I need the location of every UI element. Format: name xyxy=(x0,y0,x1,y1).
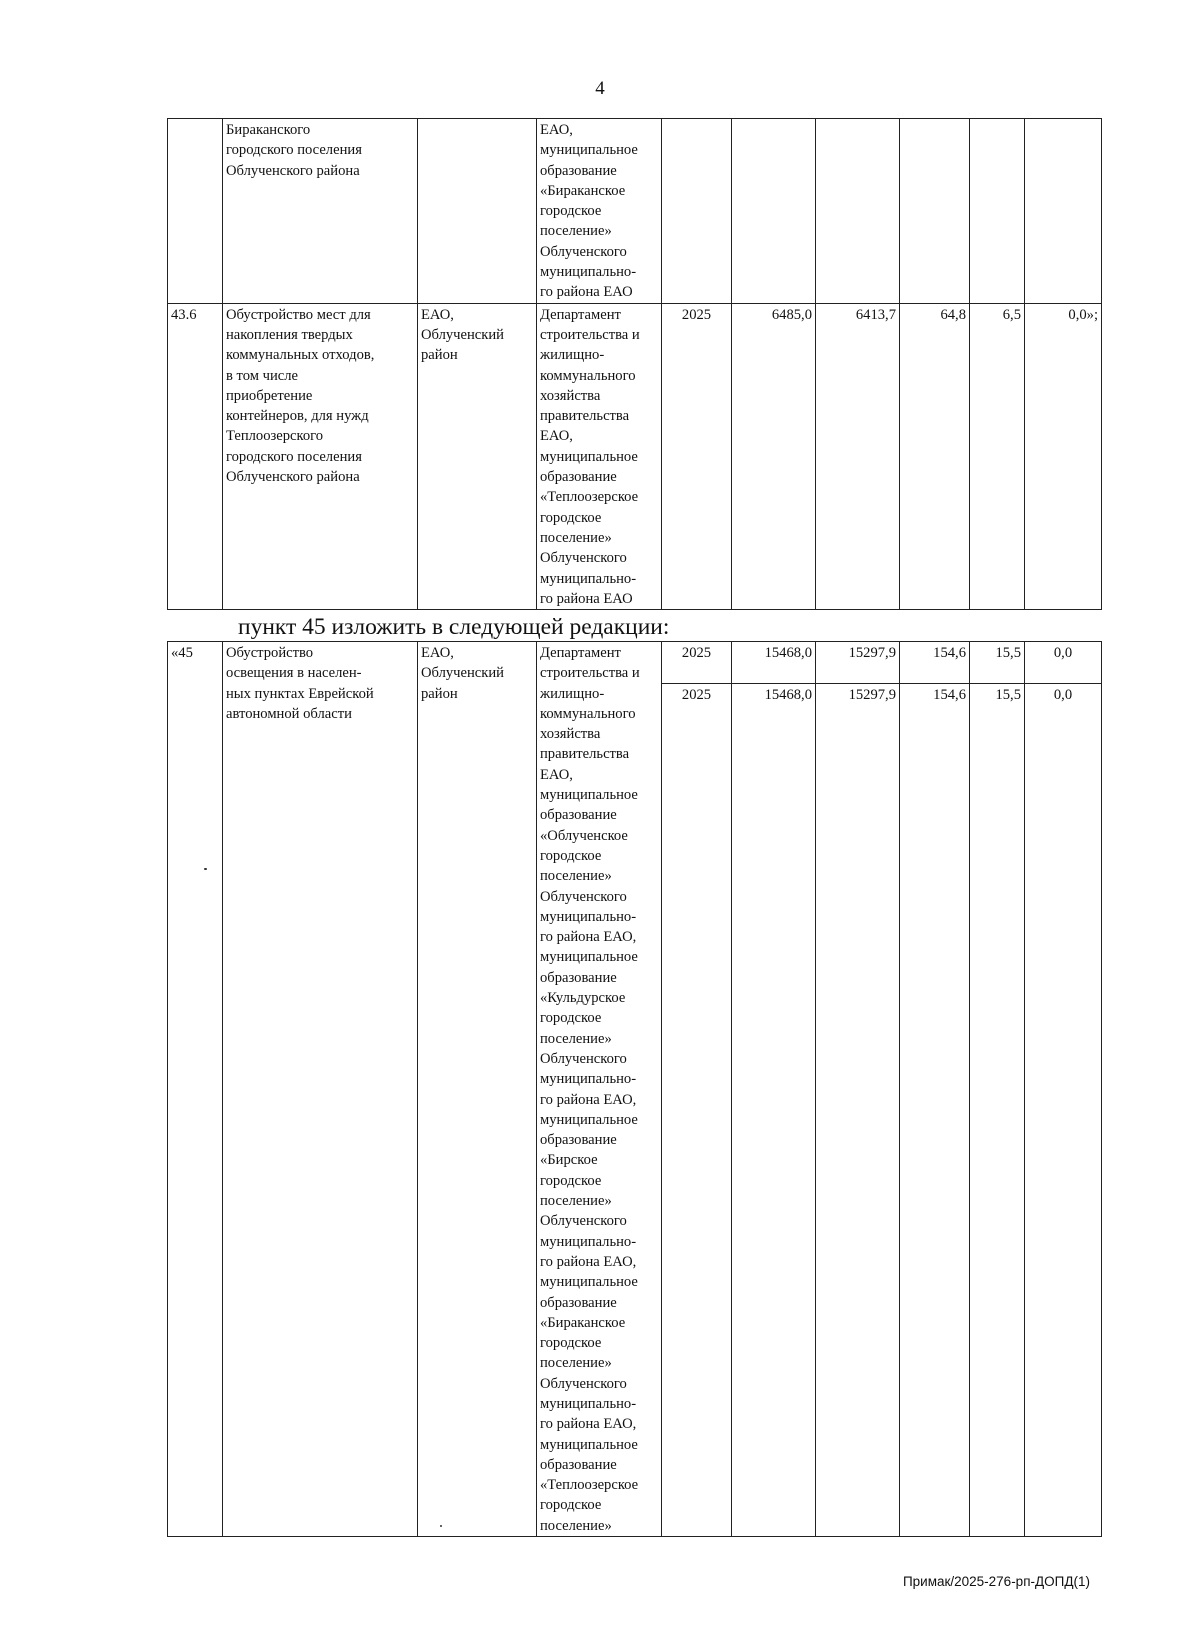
total-cell: 6485,0 xyxy=(732,303,816,609)
measure-name: Обустройство мест для накопления твердых коммунальных отходов, в том числе приобретение контейнеров, для нужд Теплоозерского городского поселения Облученского района xyxy=(223,303,418,609)
total-cell: 15468,0 xyxy=(732,684,816,1537)
federal-cell: 15297,9 xyxy=(816,684,900,1537)
row-number: 43.6 xyxy=(168,303,223,609)
location: ЕАО, Облученский район xyxy=(418,642,537,1537)
executor: ЕАО, муниципальное образование «Бираканское городское поселение» Облученского муниципально- го района ЕАО xyxy=(537,119,662,304)
regional-cell: 64,8 xyxy=(900,303,970,609)
measures-table-continuation xyxy=(167,118,1102,610)
amendment-note: пункт 45 изложить в следующей редакции: xyxy=(238,614,670,640)
document-code: Примак/2025-276-рп-ДОПД(1) xyxy=(902,1574,1090,1589)
total-cell: 15468,0 xyxy=(732,642,816,684)
federal-cell xyxy=(816,119,900,304)
table-row xyxy=(168,119,1102,304)
year-cell: 2025 xyxy=(662,642,732,684)
total-cell xyxy=(732,119,816,304)
measure-name: Бираканского городского поселения Облученского района xyxy=(223,119,418,304)
page-number: 4 xyxy=(595,78,605,99)
location xyxy=(418,119,537,304)
federal-cell: 6413,7 xyxy=(816,303,900,609)
measure-name: Обустройство освещения в населен- ных пунктах Еврейской автономной области xyxy=(223,642,418,1537)
other-cell: 0,0 xyxy=(1025,642,1102,684)
federal-cell: 15297,9 xyxy=(816,642,900,684)
local-cell xyxy=(970,119,1025,304)
scan-speck xyxy=(204,868,207,870)
local-cell: 15,5 xyxy=(970,642,1025,684)
other-cell: 0,0»; xyxy=(1025,303,1102,609)
location: ЕАО, Облученский район xyxy=(418,303,537,609)
table-row xyxy=(168,303,1102,609)
executor: Департамент строительства и жилищно- коммунального хозяйства правительства ЕАО, муниципальное образование «Облученское городское поселение» Облученского муниципально- го района ЕАО, муниципальное образование «Кульдурское городское поселение» Облученского муниципально- го района ЕАО, муниципальное образование «Бирское городское поселение» Облученского муниципально- го района ЕАО, муниципальное образование «Бираканское городское поселение» Облученского муниципально- го района ЕАО, муниципальное образование «Теплоозерское городское поселение» xyxy=(537,642,662,1537)
regional-cell: 154,6 xyxy=(900,642,970,684)
measures-table-item-45 xyxy=(167,641,1102,1537)
year-cell xyxy=(662,119,732,304)
year-cell: 2025 xyxy=(662,303,732,609)
scan-speck xyxy=(440,1525,442,1527)
row-number: «45 xyxy=(168,642,223,1537)
year-cell: 2025 xyxy=(662,684,732,1537)
regional-cell xyxy=(900,119,970,304)
row-number xyxy=(168,119,223,304)
table-row xyxy=(168,642,1102,684)
local-cell: 15,5 xyxy=(970,684,1025,1537)
other-cell: 0,0 xyxy=(1025,684,1102,1537)
regional-cell: 154,6 xyxy=(900,684,970,1537)
executor: Департамент строительства и жилищно- коммунального хозяйства правительства ЕАО, муниципальное образование «Теплоозерское городское поселение» Облученского муниципально- го района ЕАО xyxy=(537,303,662,609)
local-cell: 6,5 xyxy=(970,303,1025,609)
other-cell xyxy=(1025,119,1102,304)
